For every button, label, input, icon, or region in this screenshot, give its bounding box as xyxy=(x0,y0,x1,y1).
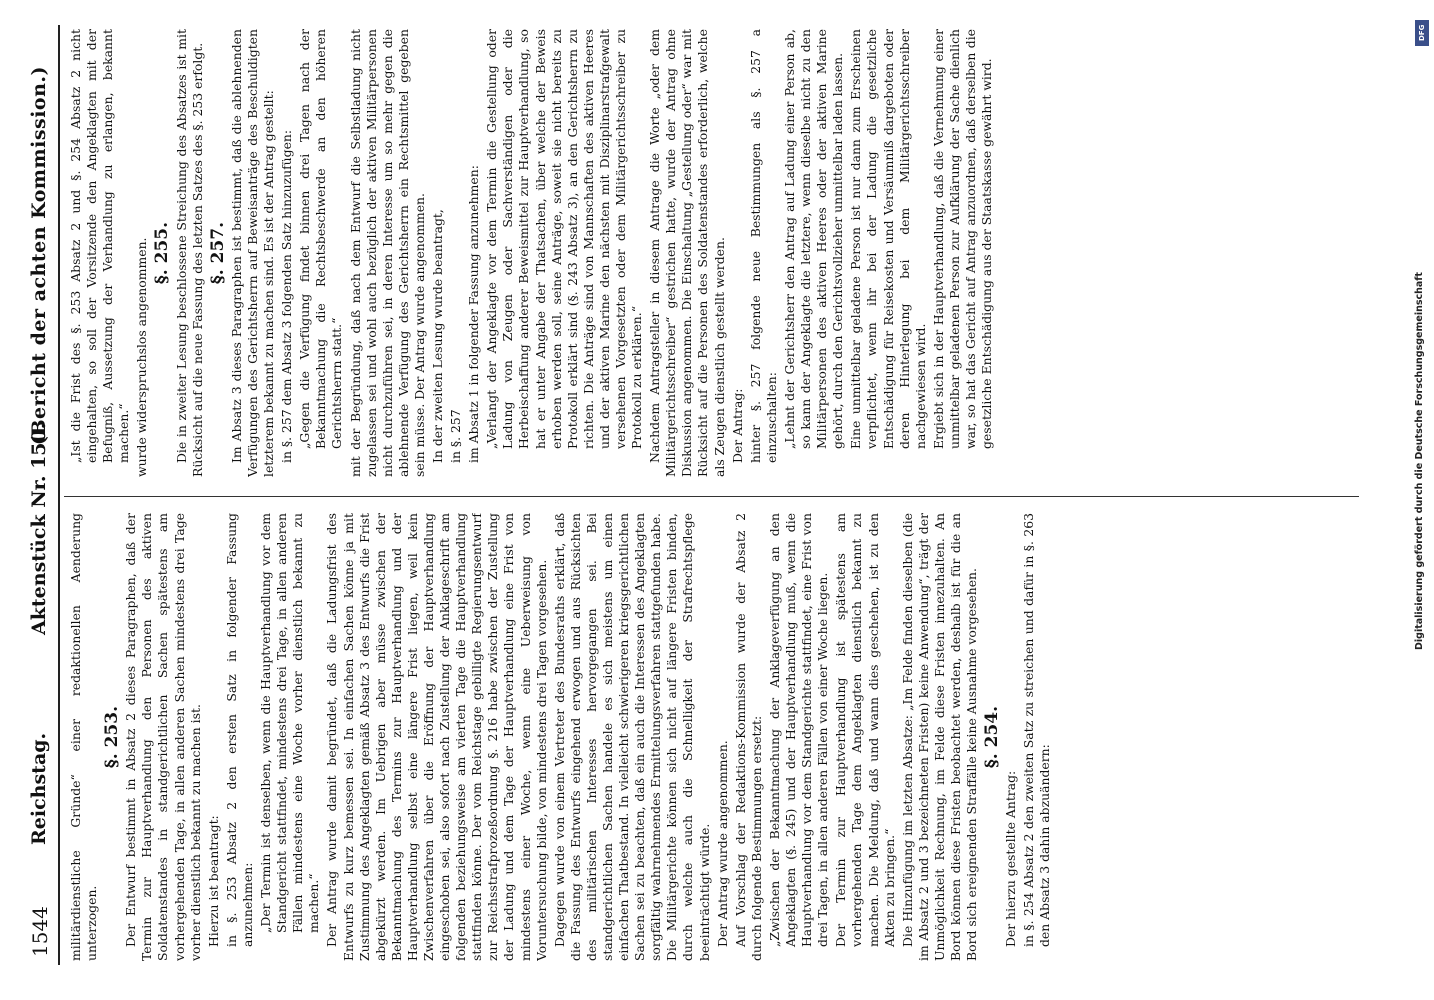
section-heading-257: §. 257. xyxy=(207,221,228,285)
quote-paragraph: Der Termin zur Hauptverhandlung ist spätestens am vorhergehenden Tage dem Angeklagten dienstlich bekannt zu machen. Die Meldung, daß und wann dies geschehen, ist zu den Akten zu bringen.“ xyxy=(833,513,897,947)
section-heading-254: §. 254. xyxy=(982,705,1003,769)
paragraph: Der Antrag: xyxy=(729,388,745,463)
paragraph: Der Antrag wurde angenommen. xyxy=(714,740,730,947)
quote-paragraph: „Verlangt der Angeklagte vor dem Termin die Gestellung oder Ladung von Zeugen oder Sachverständigen oder die Herbeischaffung anderer Beweismittel zur Hauptverhandlung, so hat er unter Angabe der Thatsachen, über welche der Beweis erhoben werden soll, seine Anträge, soweit sie nicht bereits zu Protokoll erklärt sind (§. 243 Absatz 3), an den Gerichtsherrn zu richten. Die Anträge sind von Mannschaften des aktiven Heeres und der aktiven Marine den nächsten mit Disziplinarstrafgewalt versehenen Vorgesetzten oder dem Militärgerichtsschreiber zu Protokoll zu erklären.“ xyxy=(484,29,645,449)
paragraph: Der Antrag wurde damit begründet, daß die Ladungsfrist des Entwurfs zu kurz bemessen sei. In einfachen Sachen könne ja mit Zustimmung des Angeklagten gemäß Absatz 3 des Entwurfs die Frist abgekürzt werden. Im Uebrigen aber müsse zwischen der Bekanntmachung des Termins zur Hauptverhandlung und der Hauptverhandlung selbst eine längere Frist liegen, weil kein Zwischenverfahren über die Eröffnung der Hauptverhandlung eingeschoben sei, also sofort nach Zustellung der Anklageschrift am folgenden beziehungsweise am vierten Tage die Hauptverhandlung stattfinden könne. Der vom Reichstage gebilligte Regierungsentwurf zur Reichsstrafprozeßordnung §. 216 habe zwischen der Zustellung der Ladung und dem Tage der Hauptverhandlung eine Frist von mindestens einer Woche, wenn eine Ueberweisung von Voruntersuchung bilde, von mindestens drei Tagen vorgesehen. xyxy=(324,513,549,961)
paragraph: Dagegen wurde von einem Vertreter des Bundesraths erklärt, daß die Fassung des Entwurfs eingehend erwogen und aus Rücksichten des militärischen Interesses hervorgegangen sei. Bei standgerichtlichen Sachen handele es sich meistens um einen einfachen Thatbestand. In vielleicht schwierigeren kriegsgerichtlichen Sachen sei zu beachten, daß ein auch die Interessen des Angeklagten sorgfältig wahrnehmendes Ermittelungsverfahren stattgefunden habe. Die Militärgerichte können sich nicht auf längere Fristen binden, durch welche auch die Schnelligkeit der Strafrechtspflege beeinträchtigt würde. xyxy=(551,513,712,961)
paragraph: Der hierzu gestellte Antrag: xyxy=(1003,770,1019,947)
running-title: Reichstag. xyxy=(28,732,50,845)
column-divider xyxy=(64,496,1359,497)
credit-text: Digitalisierung gefördert durch die Deutsche Forschungsgemeinschaft xyxy=(1414,272,1425,650)
quote-paragraph: „Lehnt der Gerichtsherr den Antrag auf Ladung einer Person ab, so kann der Angeklagte die letztere, wenn dieselbe nicht zu den Militärpersonen des aktiven Heeres oder der aktiven Marine gehört, durch den Gerichtsvollzieher unmittelbar laden lassen. xyxy=(781,29,846,449)
quote-paragraph: „Zwischen der Bekanntmachung der Anklageverfügung an den Angeklagten (§. 245) und der Hauptverhandlung muß, wenn die Hauptverhandlung vor dem Standgerichte stattfindet, eine Frist von drei Tagen, in allen anderen Fällen von einer Woche liegen. xyxy=(766,513,831,947)
paragraph: in §. 257 xyxy=(448,409,464,463)
quote-paragraph: „Der Termin ist denselben, wenn die Hauptverhandlung vor dem Standgericht stattfindet, mindestens drei Tage, in allen anderen Fällen mindestens eine Woche vorher dienstlich bekannt zu machen.“ xyxy=(258,513,322,933)
paragraph: Der Entwurf bestimmt in Absatz 2 dieses Paragraphen, daß der Termin zur Hauptverhandlung den Personen des aktiven Soldatenstandes in standgerichtlichen Sachen spätestens am vorhergehenden Tage, in allen anderen Sachen mindestens drei Tage vorher dienstlich bekannt zu machen ist. xyxy=(123,513,203,961)
paragraph: hinter §. 257 folgende neue Bestimmungen als §. 257 a einzuschalten: xyxy=(747,29,779,463)
quote-paragraph: Ergiebt sich in der Hauptverhandlung, daß die Vernehmung einer unmittelbar geladenen Person zur Aufklärung der Sache dienlich war, so hat das Gericht auf Antrag anzuordnen, daß derselben die gesetzliche Entschädigung aus der Staatskasse gewährt wird. xyxy=(930,29,995,449)
section-heading-255: §. 255. xyxy=(152,221,173,285)
paragraph: militärdienstliche Gründe“ einer redaktionellen Aenderung unterzogen. xyxy=(68,513,100,961)
rotated-document xyxy=(20,25,1370,965)
paragraph: im Absatz 1 in folgender Fassung anzunehmen: xyxy=(466,165,482,463)
report-title: (Bericht der achten Kommission.) xyxy=(28,65,50,445)
paragraph: Hierzu ist beantragt: xyxy=(205,815,221,947)
dfg-logo: DFG xyxy=(1415,20,1429,46)
quote-paragraph: „Gegen die Verfügung findet binnen drei Tagen nach der Bekanntmachung die Rechtsbeschwerde an den höheren Gerichtsherrn statt.“ xyxy=(297,29,345,449)
quote-paragraph: „Ist die Frist des §. 253 Absatz 2 und §. 254 Absatz 2 nicht eingehalten, so soll der Vorsitzende den Angeklagten mit der Befugniß, Aussetzung der Verhandlung zu erlangen, bekannt machen.“ xyxy=(68,29,132,463)
left-column xyxy=(68,513,1358,961)
paragraph: in §. 257 dem Absatz 3 folgenden Satz hinzuzufügen: xyxy=(279,129,295,463)
paragraph: Die in zweiter Lesung beschlossene Streichung des Absatzes ist mit Rücksicht auf die neue Fassung des letzten Satzes des §. 253 erfolgt. xyxy=(173,29,205,477)
paragraph: Auf Vorschlag der Redaktions-Kommission wurde der Absatz 2 durch folgende Bestimmungen ersetzt: xyxy=(732,513,764,961)
paragraph: Im Absatz 3 dieses Paragraphen ist bestimmt, daß die ablehnenden Verfügungen des Gerichtsherrn auf Beweisanträge des Beschuldigten letzterem bekannt zu machen sind. Es ist der Antrag gestellt: xyxy=(228,29,277,477)
digitization-credit xyxy=(1412,10,1432,990)
paragraph: in §. 254 Absatz 2 den zweiten Satz zu streichen und dafür in §. 263 den Absatz 3 dahin abzuändern: xyxy=(1021,513,1053,947)
paragraph: Die Hinzufügung im letzten Absatze: „Im Felde finden dieselben (die im Absatz 2 und 3 bezeichneten Fristen) keine Anwendung“, trägt der Unmöglichkeit Rechnung, im Felde diese Fristen innezuhalten. An Bord können diese Fristen beobachtet werden, deshalb ist für die an Bord sich ereignenden Straffälle keine Ausnahme vorgesehen. xyxy=(899,513,980,961)
right-column xyxy=(68,29,1358,477)
document-number: Aktenstück Nr. 150. xyxy=(28,422,50,635)
paragraph: in §. 253 Absatz 2 den ersten Satz in folgender Fassung anzunehmen: xyxy=(223,513,255,947)
paragraph: mit der Begründung, daß nach dem Entwurf die Selbstladung nicht zugelassen sei und wohl auch bezüglich der aktiven Militärpersonen nicht durchzuführen sei, in deren Interesse um so mehr gegen die ablehnende Verfügung des Gerichtsherrn ein Rechtsmittel gegeben sein müsse. Der Antrag wurde angenommen. xyxy=(347,29,427,477)
paragraph: Nachdem Antragsteller in diesem Antrage die Worte „oder dem Militärgerichtsschreiber“ gestrichen hatte, wurde der Antrag ohne Diskussion angenommen. Die Einschaltung „Gestellung oder“ war mit Rücksicht auf die Personen des Soldatenstandes erforderlich, welche als Zeugen dienstlich gestellt werden. xyxy=(647,29,727,477)
paragraph: In der zweiten Lesung wurde beantragt, xyxy=(429,209,445,463)
paragraph: wurde widerspruchslos angenommen. xyxy=(134,237,150,477)
page-number: 1544 xyxy=(28,906,52,957)
page-header xyxy=(20,25,60,965)
section-heading-253: §. 253. xyxy=(102,705,123,769)
quote-paragraph: Eine unmittelbar geladene Person ist nur dann zum Erscheinen verpflichtet, wenn ihr bei der Ladung die gesetzliche Entschädigung für Reisekosten und Versäumniß dargeboten oder deren Hinterlegung bei dem Militärgerichtsschreiber nachgewiesen wird. xyxy=(848,29,928,449)
